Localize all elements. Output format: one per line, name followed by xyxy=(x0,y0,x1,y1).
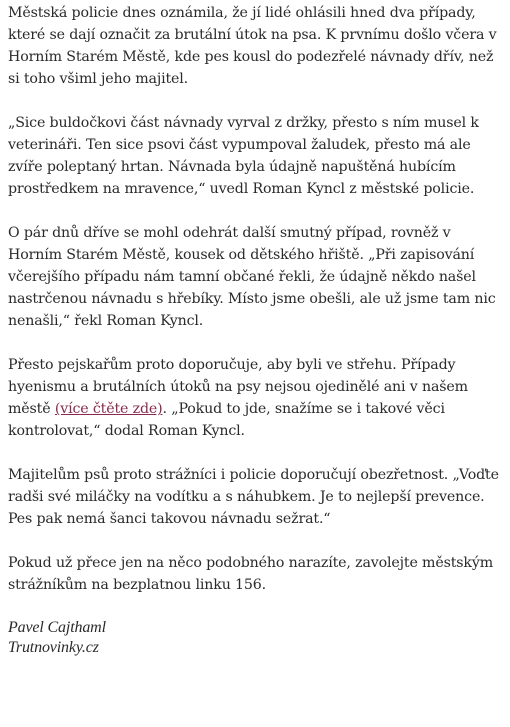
paragraph-4-text-before: Přesto pejskařům proto doporučuje, aby byli ve střehu. Případy hyenismu a brutálních útoků na psy nejsou ojedinělé ani v našem městě xyxy=(8,357,468,417)
paragraph-4-text-after: . „Pokud to jde, snažíme se i takové věci kontrolovat,“ dodal Roman Kyncl. xyxy=(8,401,445,439)
paragraph-6: Pokud už přece jen na něco podobného narazíte, zavolejte městským strážníkům na bezplatnou linku 156. xyxy=(8,555,494,593)
paragraph-2: „Sice buldočkovi část návnady vyrval z držky, přesto s ním musel k veterináři. Ten sice psovi část vypumpoval žaludek, přesto má ale zvíře poleptaný hrtan. Návnada byla údajně napuštěná hubícím prostředkem na mravence,“ uvedl Roman Kyncl z městské policie. xyxy=(8,115,479,197)
paragraph-3: O pár dnů dříve se mohl odehrát další smutný případ, rovněž v Horním Starém Městě, kousek od dětského hřiště. „Při zapisování včerejšího případu nám tamní občané řekli, že údajně někdo našel nastrčenou návnadu s hřebíky. Místo jsme obešli, ale už jsme tam nic nenašli,“ řekl Roman Kyncl. xyxy=(8,225,496,329)
paragraph-4 xyxy=(8,354,508,442)
paragraph-1: Městská policie dnes oznámila, že jí lidé ohlásili hned dva případy, které se dají označit za brutální útok na psa. K prvnímu došlo včera v Horním Starém Městě, kde pes kousl do podezřelé návnady dřív, než si toho všiml jeho majitel. xyxy=(8,5,497,87)
author-name: Pavel Cajthaml xyxy=(8,619,106,636)
read-more-link[interactable]: (více čtěte zde) xyxy=(54,401,163,417)
paragraph-5: Majitelům psů proto strážníci i policie doporučují obezřetnost. „Voďte radši své miláčky na vodítku a s náhubkem. Je to nejlepší prevence. Pes pak nemá šanci takovou návnadu sežrat.“ xyxy=(8,467,499,527)
article-body xyxy=(8,2,508,658)
signature-block xyxy=(8,618,508,658)
source-name: Trutnovinky.cz xyxy=(8,639,99,656)
